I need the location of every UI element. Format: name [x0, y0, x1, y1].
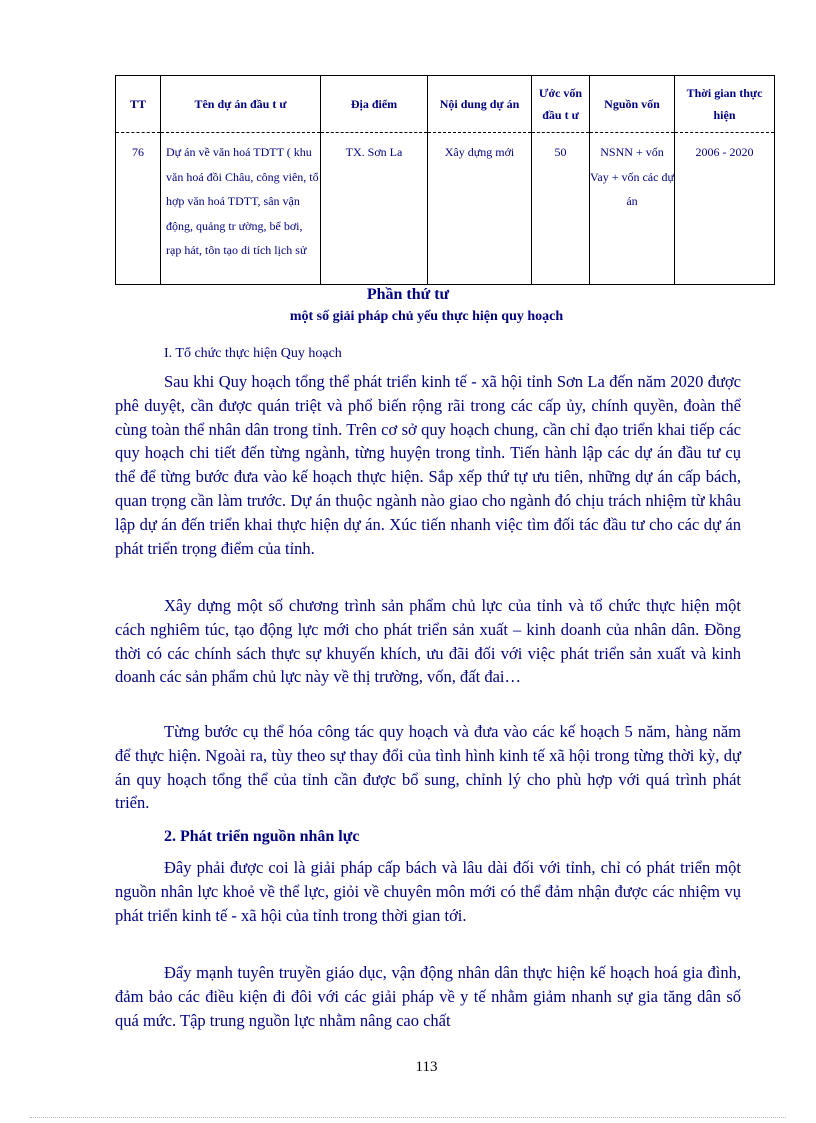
col-header-project-name: Tên dự án đầu t ư	[161, 76, 321, 133]
col-header-time: Thời gian thực hiện	[675, 76, 775, 133]
paragraph: Sau khi Quy hoạch tổng thể phát triển kinh tế - xã hội tỉnh Sơn La đến năm 2020 được phê duyệt, cần được quán triệt và phổ biến rộng rãi trong các cấp ủy, chính quyền, đoàn thể cùng toàn thể nhân dân trong tỉnh. Trên cơ sở quy hoạch chung, cần chỉ đạo triển khai tiếp các quy hoạch chi tiết đến từng ngành, từng huyện trong tỉnh. Tiến hành lập các dự án đầu tư cụ thể để từng bước đưa vào kế hoạch thực hiện. Sắp xếp thứ tự ưu tiên, những dự án cấp bách, quan trọng cần làm trước. Dự án thuộc ngành nào giao cho ngành đó chịu trách nhiệm từ khâu lập dự án đến triển khai thực hiện dự án. Xúc tiến nhanh việc tìm đối tác đầu tư cho các dự án phát triển trọng điểm của tỉnh.	[115, 372, 741, 558]
cell-tt: 76	[116, 133, 161, 285]
table-header-row	[116, 76, 775, 133]
paragraph: Xây dựng một số chương trình sản phẩm chủ lực của tỉnh và tổ chức thực hiện một cách nghiêm túc, tạo động lực mới cho phát triển sản xuất – kinh doanh của nhân dân. Đồng thời có các chính sách thực sự khuyến khích, ưu đãi đối với việc phát triển sản xuất và kinh doanh các sản phẩm chủ lực này về thị trường, vốn, đất đai…	[115, 596, 741, 687]
cell-project-name: Dự án về văn hoá TDTT ( khu văn hoá đồi Châu, công viên, tổ hợp văn hoá TDTT, sân vận động, quảng tr ường, bể bơi, rạp hát, tôn tạo di tích lịch sử	[161, 133, 321, 285]
cell-source: NSNN + vốn Vay + vốn các dự án	[590, 133, 675, 285]
paragraph: Đây phải được coi là giải pháp cấp bách và lâu dài đối với tỉnh, chỉ có phát triển một nguồn nhân lực khoẻ về thể lực, giỏi về chuyên môn mới có thể đảm nhận được các nhiệm vụ phát triển kinh tế - xã hội của tỉnh trong thời gian tới.	[115, 858, 741, 925]
paragraph: Đẩy mạnh tuyên truyền giáo dục, vận động nhân dân thực hiện kế hoạch hoá gia đình, đảm bảo các điều kiện đi đôi với các giải pháp về y tế nhằm giảm nhanh sự gia tăng dân số quá mức. Tập trung nguồn lực nhằm nâng cao chất	[115, 963, 741, 1030]
page-bottom-divider	[30, 1117, 786, 1118]
cell-time: 2006 - 2020	[675, 133, 775, 285]
col-header-tt: TT	[116, 76, 161, 133]
cell-content: Xây dựng mới	[428, 133, 532, 285]
col-header-content: Nội dung dự án	[428, 76, 532, 133]
cell-location: TX. Sơn La	[321, 133, 428, 285]
col-header-source: Nguồn vốn	[590, 76, 675, 133]
table-row	[116, 133, 775, 285]
page-number: 113	[415, 1059, 438, 1075]
col-header-capital: Ước vốn đầu t ư	[532, 76, 590, 133]
col-header-location: Địa điểm	[321, 76, 428, 133]
part-subtitle: một số giải pháp chủ yếu thực hiện quy hoạch	[289, 309, 564, 324]
paragraph: Từng bước cụ thể hóa công tác quy hoạch và đưa vào các kế hoạch 5 năm, hàng năm để thực hiện. Ngoài ra, tùy theo sự thay đổi của tình hình kinh tế xã hội trong từng thời kỳ, dự án quy hoạch tổng thể của tỉnh cần được bổ sung, chỉnh lý cho phù hợp với quá trình phát triển.	[115, 722, 741, 813]
project-table	[115, 75, 775, 285]
part-title: Phần thứ tư	[366, 286, 450, 303]
section-heading-organization: I. Tổ chức thực hiện Quy hoạch	[164, 346, 342, 361]
cell-capital: 50	[532, 133, 590, 285]
section-heading-human-resources: 2. Phát triển nguồn nhân lực	[164, 828, 360, 845]
